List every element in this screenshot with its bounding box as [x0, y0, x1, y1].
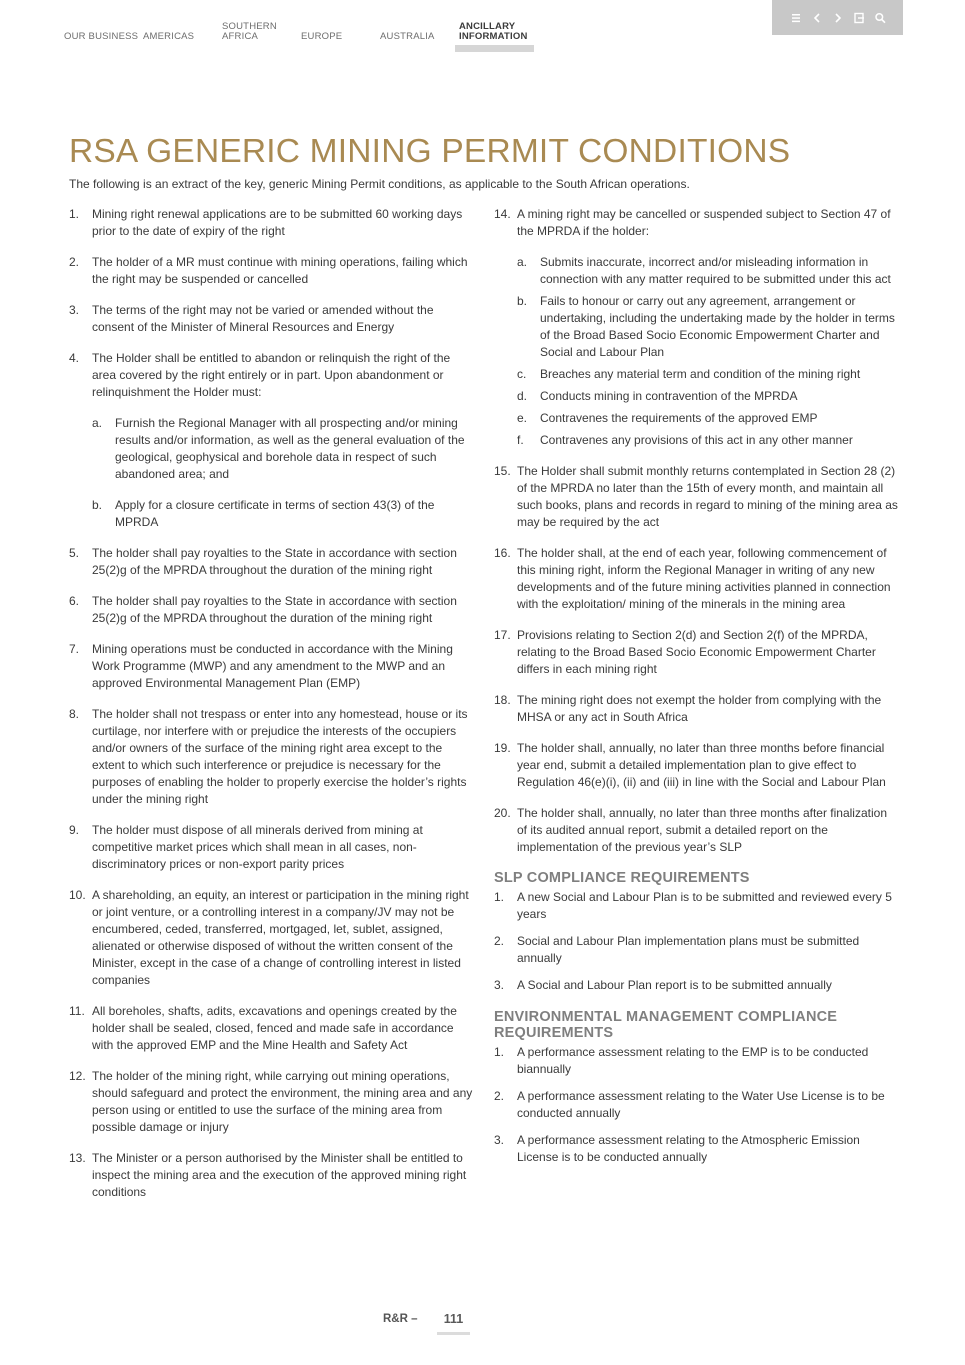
item-number: 3.	[69, 303, 80, 317]
item-number: 1.	[494, 1045, 505, 1059]
intro-text: The following is an extract of the key, generic Mining Permit conditions, as applicable to the South African operations.	[69, 177, 690, 191]
item-letter: e.	[517, 411, 528, 425]
item-text: A mining right may be cancelled or suspended subject to Section 47 of the MPRDA if the holder:	[517, 207, 891, 238]
item-text: The holder shall pay royalties to the State in accordance with section 25(2)g of the MPRDA throughout the duration of the mining right	[92, 546, 457, 577]
nav-southern-africa[interactable]: SOUTHERN AFRICA	[222, 21, 277, 42]
list-item	[69, 1068, 474, 1136]
page-title: RSA GENERIC MINING PERMIT CONDITIONS	[69, 133, 791, 170]
item-text: Contravenes any provisions of this act in any other manner	[540, 433, 853, 447]
nav-australia[interactable]: AUSTRALIA	[380, 31, 435, 42]
list-item	[69, 706, 474, 808]
list-item	[494, 1088, 899, 1122]
item-text: A performance assessment relating to the EMP is to be conducted biannually	[517, 1045, 869, 1076]
item-text: A performance assessment relating to the Atmospheric Emission License is to be conducted annually	[517, 1133, 860, 1164]
search-icon[interactable]	[874, 11, 886, 25]
sub-item	[92, 497, 474, 531]
item-text: Breaches any material term and condition of the mining right	[540, 367, 861, 381]
item-text: The holder shall not trespass or enter into any homestead, house or its curtilage, nor interfere with or prejudice the interests of the occupiers and/or owners of the surface of the mining right area except to the extent to which such interference or prejudice is necessary for the purposes of enabling the holder to properly exercise the holder’s rights under the mining right	[92, 707, 468, 806]
item-number: 2.	[69, 255, 80, 269]
item-text: Mining right renewal applications are to be submitted 60 working days prior to the date of expiry of the right	[92, 207, 463, 238]
item-text: The mining right does not exempt the holder from complying with the MHSA or any act in South Africa	[517, 693, 882, 724]
item-number: 3.	[494, 1133, 505, 1147]
list-item	[69, 593, 474, 627]
item-number: 11.	[69, 1004, 85, 1018]
sub-item	[517, 366, 899, 383]
nav-americas[interactable]: AMERICAS	[143, 31, 195, 42]
item-text: A shareholding, an equity, an interest or participation in the mining right or joint venture, or a controlling interest in a company/JV may not be encumbered, ceded, transferred, mortgaged, let, sublet, assigned, alienated or otherwise disposed of without the written consent of the Minister, except in the case of a change of controlling interest in listed companies	[92, 888, 469, 987]
item-text: Contravenes the requirements of the approved EMP	[540, 411, 818, 425]
list-item	[69, 302, 474, 336]
item-letter: b.	[92, 498, 103, 512]
item-number: 5.	[69, 546, 80, 560]
nav-our-business[interactable]: OUR BUSINESS	[64, 31, 139, 42]
item-number: 10.	[69, 888, 86, 902]
list-item	[494, 627, 899, 678]
list-item	[494, 545, 899, 613]
item-number: 13.	[69, 1151, 86, 1165]
item-text: A Social and Labour Plan report is to be submitted annually	[517, 978, 832, 992]
item-letter: a.	[517, 255, 528, 269]
item-text: The holder of a MR must continue with mining operations, failing which the right may be suspended or cancelled	[92, 255, 468, 286]
nav-active-indicator	[455, 45, 534, 52]
list-item	[69, 887, 474, 989]
list-item	[69, 545, 474, 579]
list-item	[494, 889, 899, 923]
item-text: Conducts mining in contravention of the MPRDA	[540, 389, 798, 403]
item-number: 15.	[494, 464, 511, 478]
env-heading: ENVIRONMENTAL MANAGEMENT COMPLIANCE REQUIREMENTS	[494, 1009, 838, 1041]
list-item	[69, 822, 474, 873]
list-item	[69, 1003, 474, 1054]
item-number: 2.	[494, 1089, 505, 1103]
item-letter: d.	[517, 389, 528, 403]
item-text: The holder shall, annually, no later than three months after finalization of its audited annual report, submit a detailed report on the implementation of the previous year’s SLP	[517, 806, 887, 854]
next-icon[interactable]	[832, 11, 844, 25]
item-text: Fails to honour or carry out any agreement, arrangement or undertaking, including the undertaking made by the holder in terms of the Broad Based Socio Economic Empowerment Charter and Social and Labour Plan	[540, 294, 895, 359]
item-number: 20.	[494, 806, 511, 820]
footer-label: R&R –	[383, 1313, 418, 1325]
slp-heading: SLP COMPLIANCE REQUIREMENTS	[494, 870, 750, 886]
item-letter: a.	[92, 416, 103, 430]
item-text: The holder must dispose of all minerals derived from mining at competitive market prices which shall mean in all cases, non-discriminatory prices or non-export parity prices	[92, 823, 423, 871]
item-text: Furnish the Regional Manager with all prospecting and/or mining results and/or information, as well as the general evaluation of the geological, geophysical and borehole data in respect of such abandoned area; and	[115, 416, 465, 481]
item-number: 17.	[494, 628, 511, 642]
item-number: 1.	[69, 207, 80, 221]
item-text: The Holder shall submit monthly returns contemplated in Section 28 (2) of the MPRDA no later than the 15th of every month, and maintain all such books, plans and records in regard to mining of the mining area as may be required by the act	[517, 464, 898, 529]
item-letter: f.	[517, 433, 524, 447]
list-item	[494, 977, 899, 994]
list-item	[494, 206, 899, 240]
item-text: The Holder shall be entitled to abandon or relinquish the right of the area covered by the right entirely or in part. Upon abandonment or relinquishment the Holder must:	[92, 351, 451, 399]
item-letter: c.	[517, 367, 527, 381]
list-item	[69, 1150, 474, 1201]
item-number: 1.	[494, 890, 505, 904]
item-number: 19.	[494, 741, 511, 755]
item-text: Apply for a closure certificate in terms of section 43(3) of the MPRDA	[115, 498, 435, 529]
toolbar	[772, 0, 903, 35]
item-number: 12.	[69, 1069, 86, 1083]
item-number: 9.	[69, 823, 80, 837]
exit-icon[interactable]	[853, 11, 865, 25]
item-text: The holder of the mining right, while carrying out mining operations, should safeguard and protect the environment, the mining area and any person using or entitled to use the surface of the mining area from possible damage or injury	[92, 1069, 473, 1134]
item-text: Mining operations must be conducted in accordance with the Mining Work Programme (MWP) and any amendment to the MWP and an approved Environmental Management Plan (EMP)	[92, 642, 453, 690]
menu-icon[interactable]	[790, 11, 802, 25]
item-number: 7.	[69, 642, 80, 656]
list-item	[69, 254, 474, 288]
item-number: 3.	[494, 978, 505, 992]
item-number: 2.	[494, 934, 505, 948]
item-text: The terms of the right may not be varied or amended without the consent of the Minister of Mineral Resources and Energy	[92, 303, 434, 334]
list-item	[494, 1132, 899, 1166]
item-text: The holder shall, at the end of each year, following commencement of this mining right, inform the Regional Manager in writing of any new developments and of the future mining activities planned in connection with the exploitation/ mining of the minerals in the mining area	[517, 546, 891, 611]
item-number: 8.	[69, 707, 80, 721]
item-number: 16.	[494, 546, 511, 560]
list-item	[69, 641, 474, 692]
sub-item	[517, 388, 899, 405]
item-text: The holder shall pay royalties to the State in accordance with section 25(2)g of the MPRDA throughout the duration of the mining right	[92, 594, 457, 625]
page-number: 111	[437, 1312, 470, 1335]
item-text: Submits inaccurate, incorrect and/or misleading information in connection with any matter required to be submitted under this act	[540, 255, 891, 286]
item-text: The holder shall, annually, no later than three months before financial year end, submit a detailed implementation plan to give effect to Regulation 46(e)(i), (ii) and (iii) in line with the Social and Labour Plan	[517, 741, 886, 789]
item-text: All boreholes, shafts, adits, excavations and openings created by the holder shall be sealed, closed, fenced and made safe in accordance with the approved EMP and the Mine Health and Safety Act	[92, 1004, 457, 1052]
item-number: 18.	[494, 693, 511, 707]
list-item	[494, 805, 899, 856]
list-item	[494, 692, 899, 726]
nav-ancillary-information[interactable]: ANCILLARY INFORMATION	[459, 21, 528, 42]
sub-item	[517, 293, 899, 361]
prev-icon[interactable]	[811, 11, 823, 25]
sub-item	[92, 415, 474, 483]
list-item	[69, 350, 474, 401]
item-text: Provisions relating to Section 2(d) and Section 2(f) of the MPRDA, relating to the Broad Based Socio Economic Empowerment Charter differs in each mining right	[517, 628, 876, 676]
item-text: The Minister or a person authorised by the Minister shall be entitled to inspect the mining area and the execution of the approved mining right conditions	[92, 1151, 467, 1199]
item-text: Social and Labour Plan implementation plans must be submitted annually	[517, 934, 860, 965]
list-item	[494, 463, 899, 531]
sub-item	[517, 254, 899, 288]
item-number: 4.	[69, 351, 80, 365]
item-number: 6.	[69, 594, 80, 608]
sub-item	[517, 410, 899, 427]
sub-item	[517, 432, 899, 449]
item-number: 14.	[494, 207, 511, 221]
right-column	[494, 206, 899, 1166]
item-text: A new Social and Labour Plan is to be submitted and reviewed every 5 years	[517, 890, 892, 921]
list-item	[69, 206, 474, 240]
list-item	[494, 1044, 899, 1078]
nav-europe[interactable]: EUROPE	[301, 31, 343, 42]
item-text: A performance assessment relating to the Water Use License is to be conducted annually	[517, 1089, 885, 1120]
item-letter: b.	[517, 294, 528, 308]
left-column	[69, 206, 474, 1201]
list-item	[494, 740, 899, 791]
list-item	[494, 933, 899, 967]
